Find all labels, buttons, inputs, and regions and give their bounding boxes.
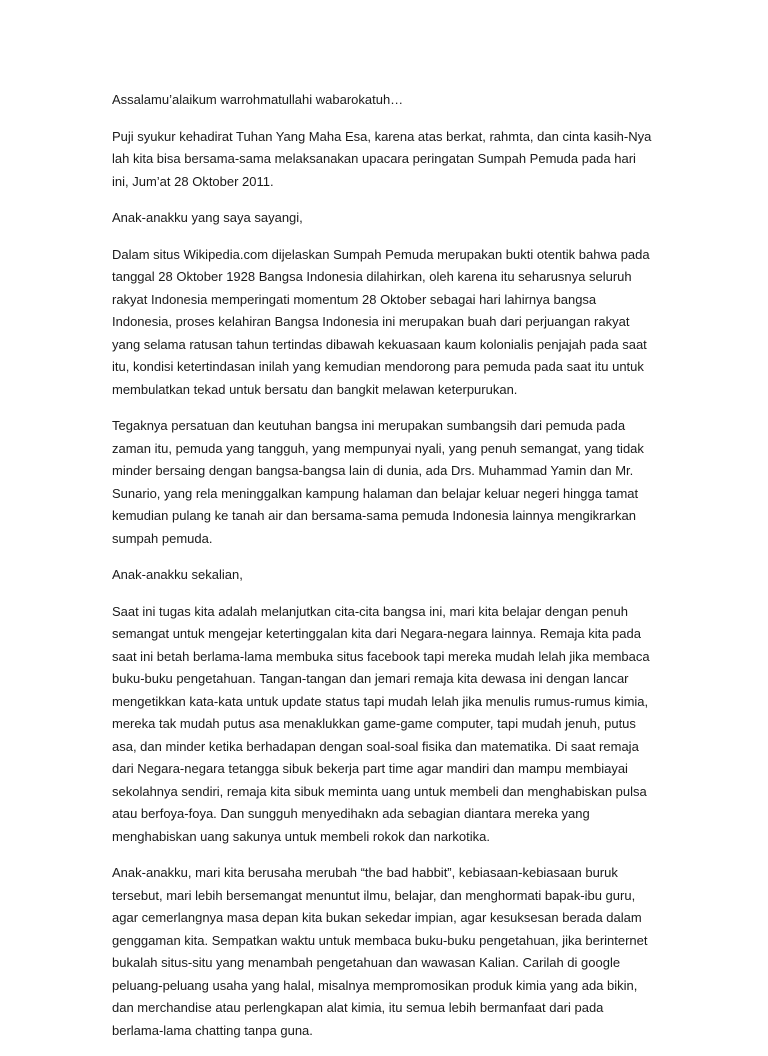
unity-paragraph: Tegaknya persatuan dan keutuhan bangsa ini merupakan sumbangsih dari pemuda pada zaman itu, pemuda yang tangguh, yang mempunyai nyali, yang penuh semangat, yang tidak minder bersaing dengan bangsa-bangsa lain di dunia, ada Drs. Muhammad Yamin dan Mr. Sunario, yang rela meninggalkan kampung halaman dan belajar keluar negeri hingga tamat kemudian pulang ke tanah air dan bersama-sama pemuda Indonesia lainnya mengikrarkan sumpah pemuda. — [112, 418, 644, 546]
history-paragraph: Dalam situs Wikipedia.com dijelaskan Sumpah Pemuda merupakan bukti otentik bahwa pada tanggal 28 Oktober 1928 Bangsa Indonesia dilahirkan, oleh karena itu seharusnya seluruh rakyat Indonesia memperingati momentum 28 Oktober sebagai hari lahirnya bangsa Indonesia, proses kelahiran Bangsa Indonesia ini merupakan buah dari perjuangan rakyat yang selama ratusan tahun tertindas dibawah kekuasaan kaum kolonialis penjajah pada saat itu, kondisi ketertindasan inilah yang kemudian mendorong para pemuda pada saat itu untuk membulatkan tekad untuk bersatu dan bangkit melawan keterpurukan. — [112, 246, 650, 397]
document-body — [112, 89, 656, 1056]
salutation-paragraph: Anak-anakku yang saya sayangi, — [112, 210, 303, 225]
youth-task-paragraph: Saat ini tugas kita adalah melanjutkan cita-cita bangsa ini, mari kita belajar dengan penuh semangat untuk mengejar ketertinggalan kita dari Negara-negara lainnya. Remaja kita pada saat ini betah berlama-lama membuka situs facebook tapi mereka mudah lelah jika membaca buku-buku pengetahuan. Tangan-tangan dan jemari remaja kita dewasa ini dengan lancar mengetikkan kata-kata untuk update status tapi mudah lelah jika menulis rumus-rumus kimia, mereka tak mudah putus asa menaklukkan game-game computer, tapi mudah jenuh, putus asa, dan minder ketika berhadapan dengan soal-soal fisika dan matematika. Di saat remaja dari Negara-negara tetangga sibuk bekerja part time agar mandiri dan mampu membiayai sekolahnya sendiri, remaja kita sibuk meminta uang untuk membeli dan menghabiskan pulsa atau berfoya-foya. Dan sungguh menyedihakn ada sebagian diantara mereka yang menghabiskan uang sakunya untuk membeli rokok dan narkotika. — [112, 603, 650, 844]
opening-paragraph: Puji syukur kehadirat Tuhan Yang Maha Esa, karena atas berkat, rahmta, dan cinta kasih-Nya lah kita bisa bersama-sama melaksanakan upacara peringatan Sumpah Pemuda pada hari ini, Jum’at 28 Oktober 2011. — [112, 128, 652, 189]
closing-paragraph: Anak-anakku, mari kita berusaha merubah “the bad habbit”, kebiasaan-kebiasaan buruk tersebut, mari lebih bersemangat menuntut ilmu, belajar, dan menghormati bapak-ibu guru, agar cemerlangnya masa depan kita bukan sekedar impian, agar kesuksesan berada dalam genggaman kita. Sempatkan waktu untuk membaca buku-buku pengetahuan, jika berinternet bukalah situs-situ yang menambah pengetahuan dan wawasan Kalian. Carilah di google peluang-peluang usaha yang halal, misalnya mempromosikan produk kimia yang ada bikin, dan merchandise atau perlengkapan alat kimia, itu semua lebih bermanfaat dari pada berlama-lama chatting tanpa guna. — [112, 865, 648, 1038]
greeting-paragraph: Assalamu’alaikum warrohmatullahi wabarokatuh… — [112, 92, 404, 107]
address-paragraph: Anak-anakku sekalian, — [112, 567, 243, 582]
